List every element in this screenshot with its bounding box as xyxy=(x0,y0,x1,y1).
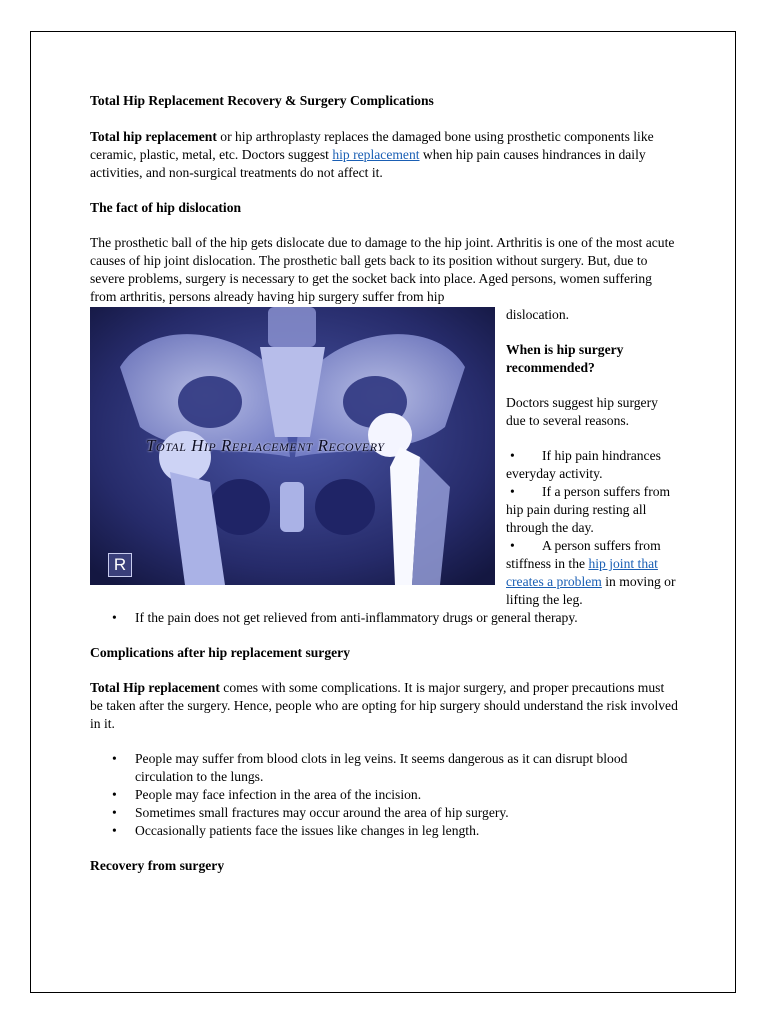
intro-text-b: when hip pain causes hindrances in daily activities, and non-surgical treatments do not affect it. xyxy=(90,147,646,180)
bullet3-text-a: A person suffers from stiffness in the xyxy=(506,538,661,571)
heading-complications: Complications after hip replacement surgery xyxy=(90,645,351,660)
hip-joint-link[interactable]: hip joint that creates a problem xyxy=(506,556,658,589)
document-body xyxy=(90,92,678,892)
list-item: • If the pain does not get relieved from anti-inflammatory drugs or general therapy. xyxy=(90,609,678,627)
list-item: • Sometimes small fractures may occur around the area of hip surgery. xyxy=(90,804,678,822)
surgery-intro: Doctors suggest hip surgery due to several reasons. xyxy=(506,395,658,428)
list-item: • Occasionally patients face the issues like changes in leg length. xyxy=(90,822,678,840)
reasons-list-continued xyxy=(90,609,678,627)
complications-text: comes with some complications. It is major surgery, and proper precautions must be taken after the surgery. Hence, people who are opting for hip surgery should understand the risk involved in it. xyxy=(90,680,678,731)
complications-bold: Total Hip replacement xyxy=(90,680,220,695)
complications-paragraph xyxy=(90,679,678,733)
list-item xyxy=(506,537,678,609)
bullet3-text-b: in moving or lifting the leg. xyxy=(506,574,676,607)
intro-paragraph xyxy=(90,128,678,182)
dislocation-paragraph: The prosthetic ball of the hip gets dislocate due to damage to the hip joint. Arthritis is one of the most acute causes of hip joint dislocation. The prosthetic ball gets back to its position without surgery. But, due to severe problems, surgery is necessary to get the socket back into place. Aged persons, women suffering from arthritis, persons already having hip surgery suffer from hip xyxy=(90,235,675,304)
xray-image xyxy=(90,307,495,585)
intro-text-a: or hip arthroplasty replaces the damaged bone using prosthetic components like ceramic, plastic, metal, etc. Doctors suggest xyxy=(90,129,654,162)
heading-hip-dislocation: The fact of hip dislocation xyxy=(90,200,242,215)
side-column xyxy=(506,306,678,609)
list-item: • People may face infection in the area of the incision. xyxy=(90,786,678,804)
document-title: Total Hip Replacement Recovery & Surgery Complications xyxy=(90,93,434,108)
heading-recovery: Recovery from surgery xyxy=(90,858,225,873)
dislocation-tail: dislocation. xyxy=(506,307,570,322)
list-item: • If a person suffers from hip pain during resting all through the day. xyxy=(506,483,678,537)
hip-replacement-link[interactable]: hip replacement xyxy=(332,147,420,162)
intro-bold: Total hip replacement xyxy=(90,129,217,144)
figure-caption: Total Hip Replacement Recovery xyxy=(146,436,385,455)
reasons-list xyxy=(506,447,678,609)
list-item: • If hip pain hindrances everyday activity. xyxy=(506,447,678,483)
complications-list xyxy=(90,750,678,840)
heading-when-surgery: When is hip surgery recommended? xyxy=(506,342,624,375)
marker-r: R xyxy=(108,553,132,577)
list-item: • People may suffer from blood clots in leg veins. It seems dangerous as it can disrupt blood circulation to the lungs. xyxy=(90,750,678,786)
